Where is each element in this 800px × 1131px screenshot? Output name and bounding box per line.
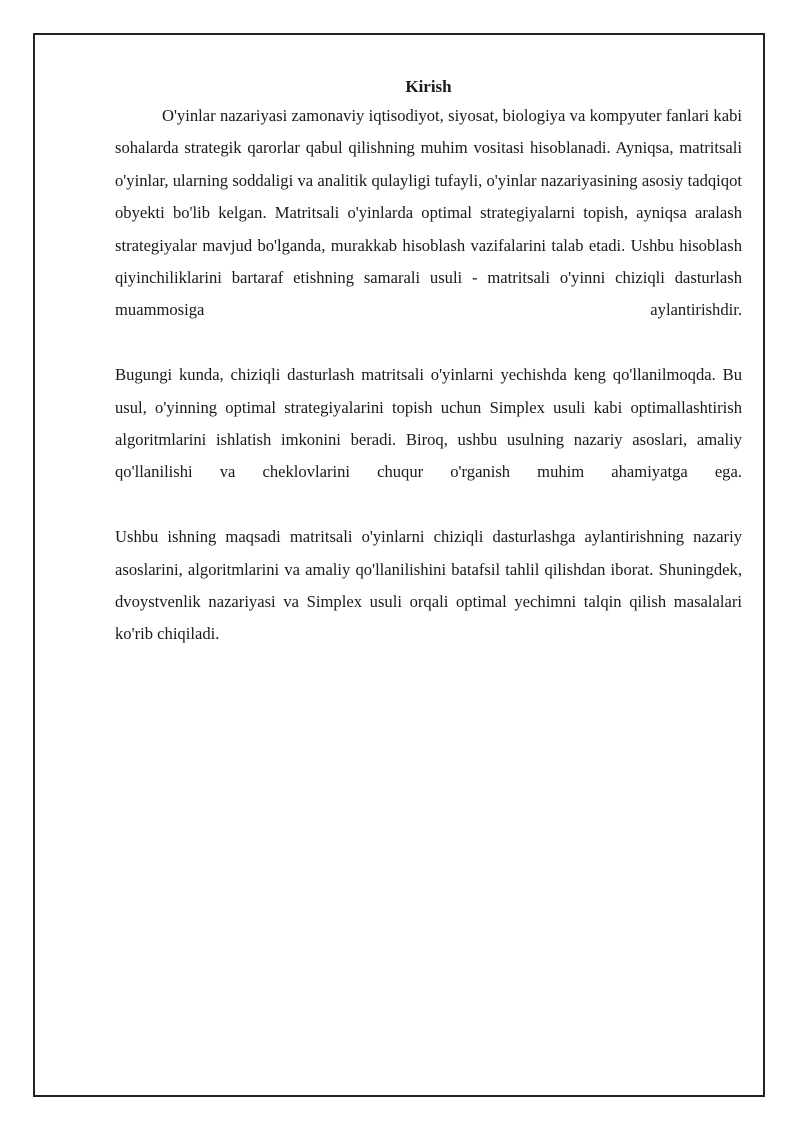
paragraph-linear-programming: Bugungi kunda, chiziqli dasturlash matritsali o'yinlarni yechishda keng qo'llanilmoqda. Bu usul, o'yinning optimal strategiyalarini topish uchun Simplex usuli kabi optimallashtirish algoritmlarini ishlatish imkonini beradi. Biroq, ushbu usulning nazariy asoslari, amaliy qo'llanilishi va cheklovlarini chuqur o'rganish muhim ahamiyatga ega. [115, 365, 742, 482]
paragraph-spacer [115, 327, 742, 359]
paragraph-aim: Ushbu ishning maqsadi matritsali o'yinlarni chiziqli dasturlashga aylantirishning nazariy asoslarini, algoritmlarini va amaliy qo'llanilishini batafsil tahlil qilishdan iborat. Shuningdek, dvoystvenlik nazariyasi va Simplex usuli orqali optimal yechimni talqin qilish masalalari ko'rib chiqiladi. [115, 527, 742, 644]
paragraph-intro: O'yinlar nazariyasi zamonaviy iqtisodiyot, siyosat, biologiya va kompyuter fanlari kabi sohalarda strategik qarorlar qabul qilishning muhim vositasi hisoblanadi. Ayniqsa, matritsali o'yinlar, ularning soddaligi va analitik qulayligi tufayli, o'yinlar nazariyasining asosiy tadqiqot obyekti bo'lib kelgan. Matritsali o'yinlarda optimal strategiyalarni topish, ayniqsa aralash strategiyalar mavjud bo'lganda, murakkab hisoblash vazifalarini talab etadi. Ushbu hisoblash qiyinchiliklarini bartaraf etishning samarali usuli - matritsali o'yinni chiziqli dasturlash muammosiga aylantirishdir. [115, 106, 742, 320]
page-title: Kirish [405, 77, 452, 96]
document-body [115, 74, 742, 651]
paragraph-spacer [115, 489, 742, 521]
